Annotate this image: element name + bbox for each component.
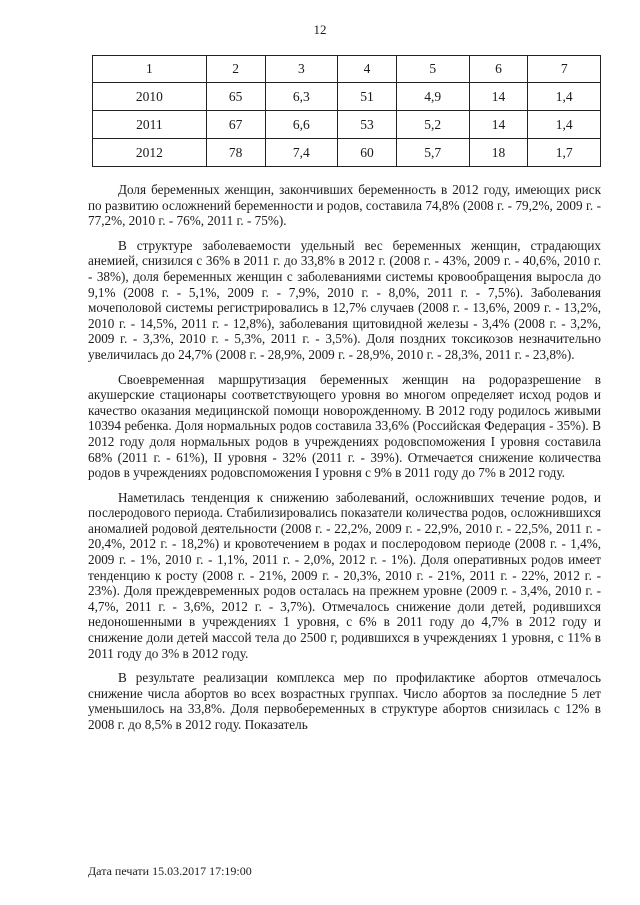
print-date: Дата печати 15.03.2017 17:19:00: [88, 864, 252, 878]
paragraph-complications: Наметилась тенденция к снижению заболеваний, осложнивших течение родов, и послеродового периода. Стабилизировались показатели количества родов, осложнившихся аномалией родовой деятельности (2008 г. - 22,2%, 2009 г. - 22,9%, 2010 г. - 22,5%, 2011 г. - 20,4%, 2012 г. - 18,2%) и кровотечением в родах и послеродовом периоде (2008 г. - 1,4%, 2009 г. - 1%, 2010 г. - 1,1%, 2011 г. - 2,0%, 2012 г. - 1%). Доля оперативных родов имеет тенденцию к росту (2008 г. - 21%, 2009 г. - 20,3%, 2010 г. - 21%, 2011 г. - 22%, 2012 г. - 23%). Доля преждевременных родов осталась на прежнем уровне (2009 г. - 3,4%, 2010 г. - 4,7%, 2011 г. - 3,6%, 2012 г. - 3,7%). Отмечалось снижение доли детей, родившихся недоношенными в учреждениях 1 уровня, с 6% в 2011 году до 4,7% в 2012 году и снижение доли детей массой тела до 2500 г, родившихся в учреждениях 1 уровня, с 11% в 2011 году до 3% в 2012 году.: [88, 489, 601, 661]
table-row: [93, 139, 601, 167]
paragraph-pregnancy-risk: Доля беременных женщин, закончивших беременность в 2012 году, имеющих риск по развитию осложнений беременности и родов, составила 74,8% (2008 г. - 79,2%, 2009 г. - 77,2%, 2010 г. - 76%, 2011 г. - 75%).: [88, 182, 601, 229]
table-cell: 53: [338, 111, 397, 139]
table-cell: 6,3: [265, 83, 338, 111]
paragraph-morbidity: В структуре заболеваемости удельный вес беременных женщин, страдающих анемией, снизился с 36% в 2011 г. до 33,8% в 2012 г. (2008 г. - 43%, 2009 г. - 40,6%, 2010 г. - 38%), доля беременных женщин с заболеваниями системы кровообращения выросла до 9,1% (2008 г. - 5,1%, 2009 г. - 7,9%, 2010 г. - 8,0%, 2011 г. - 7,5%). Заболевания мочеполовой системы регистрировались в 12,7% случаев (2008 г. - 13,6%, 2009 г. - 13,2%, 2010 г. - 14,5%, 2011 г. - 12,8%), заболевания щитовидной железы - 3,4% (2008 г. - 3,2%, 2009 г. - 3,3%, 2010 г. - 5,3%, 2011 г. - 3,5%). Доля поздних токсикозов незначительно увеличилась до 24,7% (2008 г. - 28,9%, 2009 г. - 28,9%, 2010 г. - 28,3%, 2011 г. - 23,8%).: [88, 237, 601, 362]
table-cell: 18: [469, 139, 528, 167]
table-cell: 1,7: [528, 139, 601, 167]
table-cell: 65: [206, 83, 265, 111]
table-cell: 7: [528, 56, 601, 83]
table-header-row: [93, 56, 601, 83]
table-cell: 5: [396, 56, 469, 83]
table-cell: 4: [338, 56, 397, 83]
paragraph-routing: Своевременная маршрутизация беременных женщин на родоразрешение в акушерские стационары соответствующего уровня во многом определяет исход родов и качество оказания медицинской помощи новорожденному. В 2012 году родилось живыми 10394 ребенка. Доля нормальных родов составила 33,6% (Российская Федерация - 35%). В 2012 году доля нормальных родов в учреждениях родовспоможения I уровня составила 68% (2011 г. - 61%), II уровня - 32% (2011 г. - 39%). Отмечается снижение количества родов в учреждениях родовспоможения I уровня с 9% в 2011 году до 7% в 2012 году.: [88, 371, 601, 481]
table-cell: 14: [469, 111, 528, 139]
page-number: 12: [313, 22, 327, 37]
table-cell: 6: [469, 56, 528, 83]
table-cell: 2010: [93, 83, 207, 111]
table-row: [93, 111, 601, 139]
table-cell: 78: [206, 139, 265, 167]
table-cell: 2: [206, 56, 265, 83]
document-body: [88, 182, 601, 733]
table-cell: 3: [265, 56, 338, 83]
table-cell: 5,2: [396, 111, 469, 139]
table-cell: 60: [338, 139, 397, 167]
table-cell: 2012: [93, 139, 207, 167]
table-cell: 5,7: [396, 139, 469, 167]
table-cell: 67: [206, 111, 265, 139]
table-cell: 1,4: [528, 83, 601, 111]
table-cell: 7,4: [265, 139, 338, 167]
table-cell: 1: [93, 56, 207, 83]
table-row: [93, 83, 601, 111]
paragraph-abortions: В результате реализации комплекса мер по профилактике абортов отмечалось снижение числа абортов во всех возрастных группах. Число абортов за последние 5 лет уменьшилось на 33,8%. Доля первобеременных в структуре абортов снизилась с 12% в 2008 г. до 8,5% в 2012 году. Показатель: [88, 670, 601, 732]
table-cell: 2011: [93, 111, 207, 139]
table-cell: 1,4: [528, 111, 601, 139]
table-cell: 4,9: [396, 83, 469, 111]
table-cell: 6,6: [265, 111, 338, 139]
table-cell: 51: [338, 83, 397, 111]
table-cell: 14: [469, 83, 528, 111]
statistics-table: [92, 55, 601, 167]
